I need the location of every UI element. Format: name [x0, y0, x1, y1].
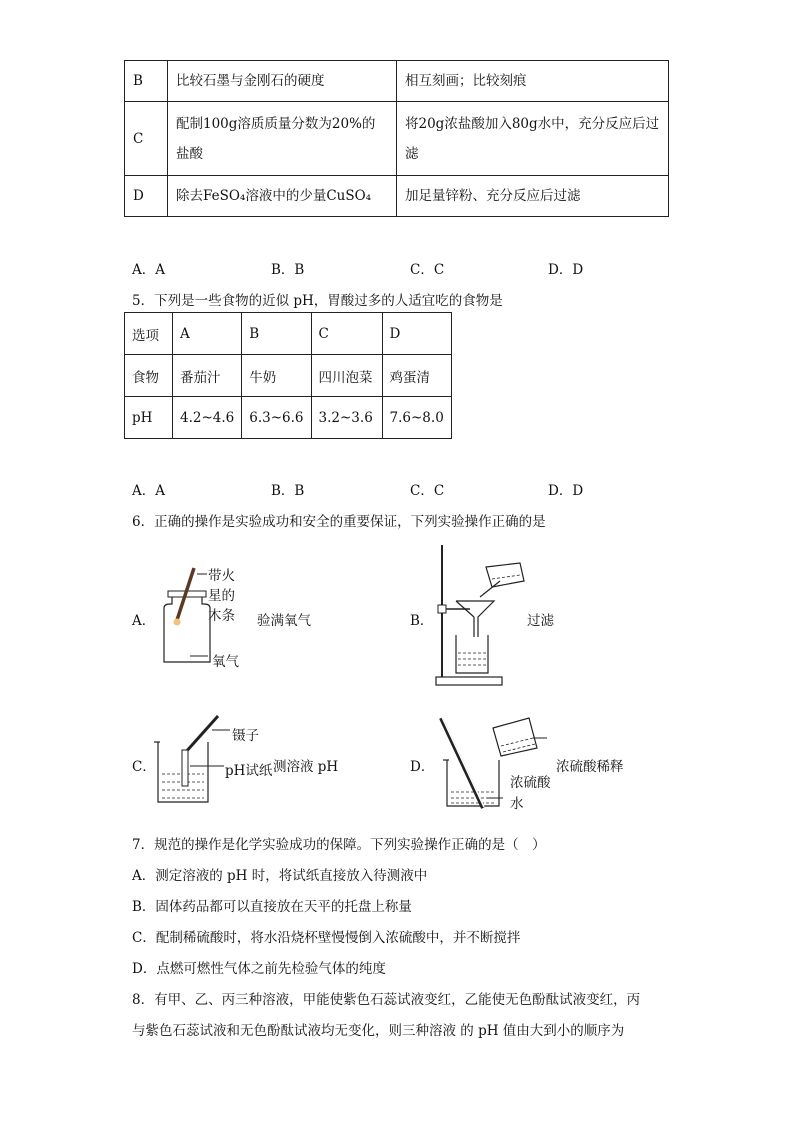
table-cell: D	[382, 313, 451, 355]
table-cell: 3.2~3.6	[311, 397, 382, 439]
answer-option: C．C	[410, 483, 445, 499]
answer-option: B．B	[271, 483, 305, 499]
table-cell: 食物	[125, 355, 173, 397]
table-cell: 选项	[125, 313, 173, 355]
table-cell: A	[173, 313, 242, 355]
figure-label: 水	[510, 796, 524, 812]
answer-option: A．A	[132, 483, 165, 499]
table-row	[125, 61, 669, 102]
experiment-table	[124, 60, 669, 217]
answer-option: B．B	[271, 262, 305, 278]
table-row	[125, 313, 452, 355]
table-cell: 7.6~8.0	[382, 397, 451, 439]
table-cell: C	[311, 313, 382, 355]
table-cell: D	[125, 176, 168, 217]
table-row	[125, 102, 669, 176]
answer-option: A．测定溶液的 pH 时，将试纸直接放入待测液中	[132, 868, 428, 884]
answer-option: D．点燃可燃性气体之前先检验气体的纯度	[132, 961, 386, 977]
table-cell: pH	[125, 397, 173, 439]
figure-caption: 测溶液 pH	[273, 759, 339, 775]
option-letter: B．	[410, 613, 434, 629]
table-cell: C	[125, 102, 168, 176]
table-cell: 将20g浓盐酸加入80g水中，充分反应后过滤	[397, 102, 669, 176]
table-row	[125, 355, 452, 397]
table-cell: 加足量锌粉、充分反应后过滤	[397, 176, 669, 217]
question-stem-continued: 与紫色石蕊试液和无色酚酞试液均无变化，则三种溶液 的 pH 值由大到小的顺序为	[132, 1023, 625, 1039]
label-line: 星的	[208, 588, 235, 604]
answer-option: C．C	[410, 262, 445, 278]
table-cell: 比较石墨与金刚石的硬度	[168, 61, 397, 102]
table-cell: 四川泡菜	[311, 355, 382, 397]
table-cell: B	[125, 61, 168, 102]
table-row	[125, 397, 452, 439]
figure-label: 氧气	[212, 654, 239, 670]
table-cell: 除去FeSO₄溶液中的少量CuSO₄	[168, 176, 397, 217]
option-letter: A．	[132, 613, 156, 629]
table-cell: 相互刻画；比较刻痕	[397, 61, 669, 102]
table-cell: 配制100g溶质质量分数为20%的盐酸	[168, 102, 397, 176]
figure-caption: 浓硫酸稀释	[556, 759, 624, 775]
label-line: 带火	[208, 568, 235, 584]
food-ph-table	[124, 312, 452, 439]
table-row	[125, 176, 669, 217]
table-cell: 番茄汁	[173, 355, 242, 397]
filtration-figure	[430, 545, 540, 690]
answer-option: D．D	[548, 262, 584, 278]
option-letter: D．	[410, 759, 435, 775]
answer-option: D．D	[548, 483, 584, 499]
answer-option: A．A	[132, 262, 165, 278]
figure-label: pH试纸	[225, 763, 273, 779]
question-stem: 6．正确的操作是实验成功和安全的重要保证，下列实验操作正确的是	[132, 514, 546, 530]
table-cell: 4.2~4.6	[173, 397, 242, 439]
question-stem: 5．下列是一些食物的近似 pH，胃酸过多的人适宜吃的食物是	[132, 293, 503, 309]
acid-dilution-figure	[435, 712, 555, 812]
figure-label	[208, 566, 235, 626]
figure-caption: 过滤	[527, 613, 554, 629]
label-line: 木条	[208, 608, 235, 624]
table-cell: 鸡蛋清	[382, 355, 451, 397]
question-stem: 8．有甲、乙、丙三种溶液，甲能使紫色石蕊试液变红，乙能使无色酚酞试液变红，丙	[132, 992, 641, 1008]
table-cell: B	[242, 313, 311, 355]
table-cell: 牛奶	[242, 355, 311, 397]
answer-option: C．配制稀硫酸时，将水沿烧杯壁慢慢倒入浓硫酸中，并不断搅拌	[132, 930, 521, 946]
ph-test-figure	[150, 712, 230, 807]
question-stem: 7．规范的操作是化学实验成功的保障。下列实验操作正确的是（ ）	[132, 837, 546, 853]
figure-label: 镊子	[232, 728, 259, 744]
option-letter: C．	[132, 759, 156, 775]
table-cell: 6.3~6.6	[242, 397, 311, 439]
figure-caption: 验满氧气	[257, 613, 311, 629]
answer-option: B．固体药品都可以直接放在天平的托盘上称量	[132, 899, 412, 915]
figure-label: 浓硫酸	[510, 775, 551, 791]
